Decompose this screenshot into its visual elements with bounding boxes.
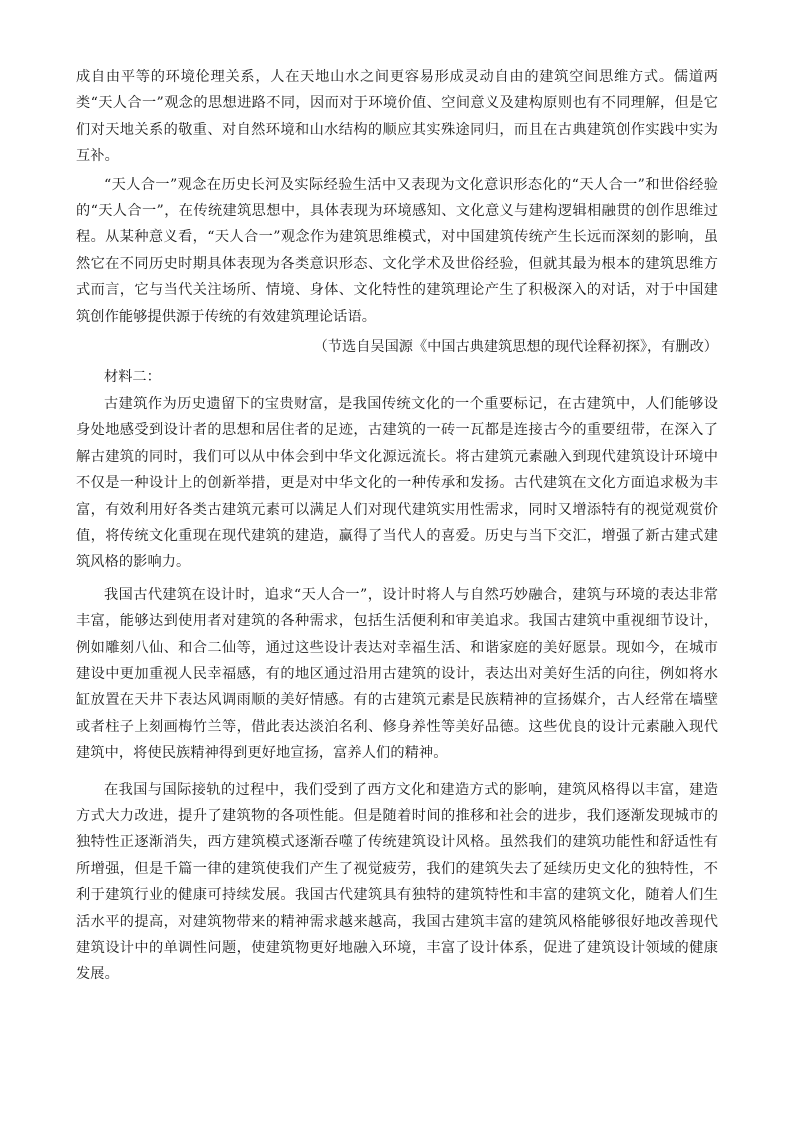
source-citation: （节选自吴国源《中国古典建筑思想的现代诠释初探》，有删改）	[313, 339, 718, 356]
paragraph-tianrenheyi: “天人合一”观念在历史长河及实际经验生活中又表现为文化意识形态化的“天人合一”和世俗经验的“天人合一”，在传统建筑思想中，具体表现为环境感知、文化意义与建构逻辑相融贯的创作思维过程。从某种意义看，“天人合一”观念作为建筑思维模式，对中国建筑传统产生长远而深刻的影响，虽然它在不同历史时期具体表现为各类意识形态、文化学术及世俗经验，但就其最为根本的建筑思维方式而言，它与当代关注场所、情境、身体、文化特性的建筑理论产生了积极深入的对话，对于中国建筑创作能够提供源于传统的有效建筑理论话语。	[76, 176, 718, 325]
material-paragraph-heritage: 古建筑作为历史遗留下的宝贵财富，是我国传统文化的一个重要标记，在古建筑中，人们能够设身处地感受到设计者的思想和居住者的足迹，古建筑的一砖一瓦都是连接古今的重要纽带，在深入了解古建筑的同时，我们可以从中体会到中华文化源远流长。将古建筑元素融入到现代建筑设计环境中不仅是一种设计上的创新举措，更是对中华文化的一种传承和发扬。古代建筑在文化方面追求极为丰富，有效利用好各类古建筑元素可以满足人们对现代建筑实用性需求，同时又增添特有的视觉观赏价值，将传统文化重现在现代建筑的建造，赢得了当代人的喜爱。历史与当下交汇，增强了新古建式建筑风格的影响力。	[76, 395, 718, 571]
material-paragraph-design: 我国古代建筑在设计时，追求“天人合一”，设计时将人与自然巧妙融合，建筑与环境的表达非常丰富，能够达到使用者对建筑的各种需求，包括生活便利和审美追求。我国古建筑中重视细节设计，例如雕刻八仙、和合二仙等，通过这些设计表达对幸福生活、和谐家庭的美好愿景。现如今，在城市建设中更加重视人民幸福感，有的地区通过沿用古建筑的设计，表达出对美好生活的向往，例如将水缸放置在天井下表达风调雨顺的美好情感。有的古建筑元素是民族精神的宣扬媒介，古人经常在墙壁或者柱子上刻画梅竹兰等，借此表达淡泊名利、修身养性等美好品德。这些优良的设计元素融入现代建筑中，将使民族精神得到更好地宣扬，富养人们的精神。	[76, 586, 718, 762]
material-paragraph-international: 在我国与国际接轨的过程中，我们受到了西方文化和建造方式的影响，建筑风格得以丰富，建造方式大力改进，提升了建筑物的各项性能。但是随着时间的推移和社会的进步，我们逐渐发现城市的独特性正逐渐消失，西方建筑模式逐渐吞噬了传统建筑设计风格。虽然我们的建筑功能性和舒适性有所增强，但是千篇一律的建筑使我们产生了视觉疲劳，我们的建筑失去了延续历史文化的独特性，不利于建筑行业的健康可持续发展。我国古代建筑具有独特的建筑特性和丰富的建筑文化，随着人们生活水平的提高，对建筑物带来的精神需求越来越高，我国古建筑丰富的建筑风格能够很好地改善现代建筑设计中的单调性问题，使建筑物更好地融入环境，丰富了设计体系，促进了建筑设计领域的健康发展。	[76, 781, 718, 983]
document-page	[76, 64, 718, 988]
material-two-label: 材料二：	[104, 369, 161, 386]
paragraph-continuation: 成自由平等的环境伦理关系，人在天地山水之间更容易形成灵动自由的建筑空间思维方式。儒道两类“天人合一”观念的思想进路不同，因而对于环境价值、空间意义及建构原则也有不同理解，但是它们对天地关系的敬重、对自然环境和山水结构的顺应其实殊途同归，而且在古典建筑创作实践中实为互补。	[76, 69, 718, 165]
